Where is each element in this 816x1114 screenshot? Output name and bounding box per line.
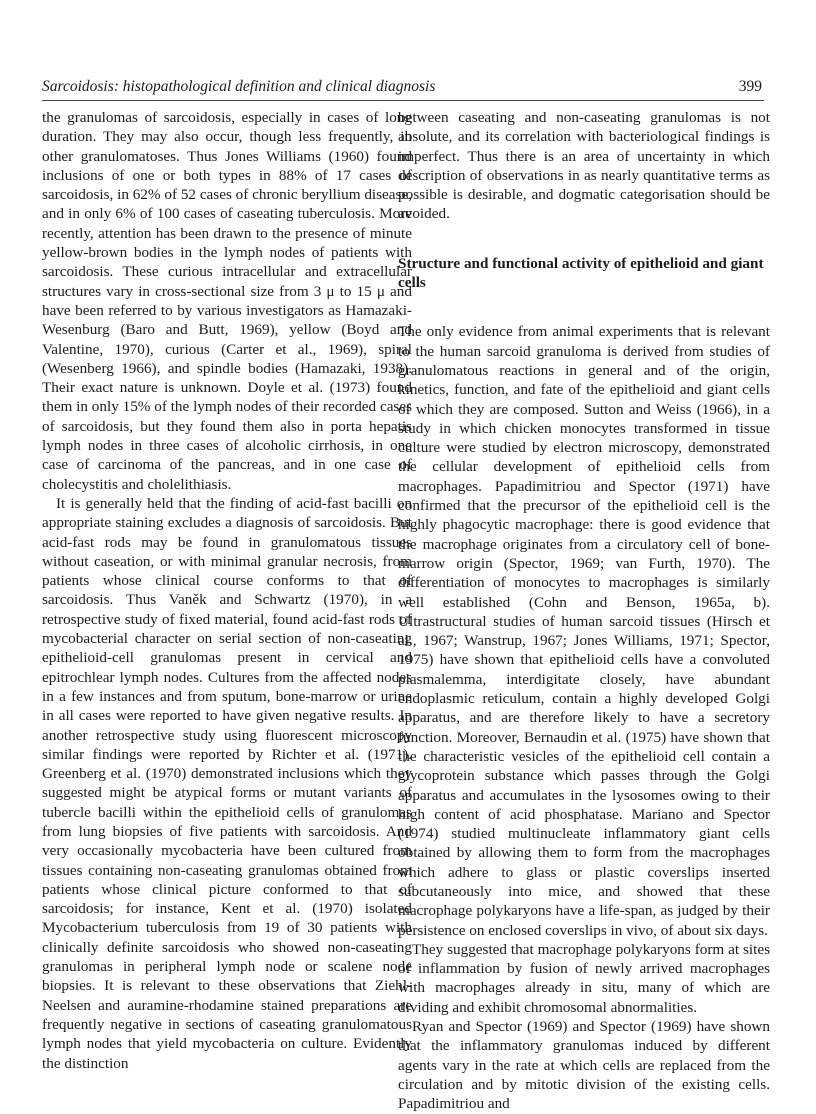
- running-title: Sarcoidosis: histopathological definition and clinical diagnosis: [42, 78, 436, 95]
- body-paragraph: between caseating and non-caseating granulomas is not absolute, and its correlation with bacteriological findings is imperfect. Thus there is an area of uncertainty in which description of observations in as nearly quantitative terms as possible is desirable, and dogmatic categorisation should be avoided.: [398, 109, 770, 223]
- body-paragraph: The only evidence from animal experiments that is relevant to the human sarcoid granuloma is derived from studies of granulomatous reactions in general and of the origin, kinetics, function, and fate of the epithelioid and giant cells of which they are composed. Sutton and Weiss (1966), in a study in which chicken monocytes transformed in tissue culture were studied by electron microscopy, demonstrated the cellular development of epithelioid cells from macrophages. Papadimitriou and Spector (1971) have confirmed that the precursor of the epithelioid cell is the highly phagocytic macrophage: there is good evidence that the macrophage originates from a circulatory cell of bone-marrow origin (Spector, 1969; van Furth, 1970). The differentiation of monocytes to macrophages is similarly well established (Cohn and Benson, 1965a, b). Ultrastructural studies of human sarcoid tissues (Hirsch et al., 1967; Wanstrup, 1967; Jones Williams, 1971; Spector, 1975) have shown that epithelioid cells have a convoluted plasmalemma, interdigitate closely, have abundant endoplasmic reticulum, contain a highly developed Golgi apparatus, and are therefore likely to have a secretory function. Moreover, Bernaudin et al. (1975) have shown that the characteristic vesicles of the epithelioid cell contain a glycoprotein substance which passes through the Golgi apparatus and accumulates in the lysosomes owing to their high content of acid phosphatase. Mariano and Spector (1974) studied multinucleate inflammatory giant cells obtained by allowing them to form from the macrophages which adhere to glass or plastic coverslips inserted subcutaneously into mice, and showed that these macrophage polykaryons have a life-span, as judged by their persistence on enclosed coverslips in vivo, of about six days.: [398, 323, 770, 939]
- body-paragraph: Ryan and Spector (1969) and Spector (1969) have shown that the inflammatory granulomas induced by different agents vary in the rate at which cells are replaced from the circulation and by mitotic division of the existing cells. Papadimitriou and: [398, 1018, 770, 1113]
- body-paragraph: the granulomas of sarcoidosis, especially in cases of long duration. They may also occur, though less frequently, in other granulomatoses. Thus Jones Williams (1960) found inclusions of one or both types in 88% of 17 cases of sarcoidosis, in 62% of 52 cases of chronic beryllium disease, and in only 6% of 100 cases of caseating tuberculosis. More recently, attention has been drawn to the presence of minute yellow-brown bodies in the lymph nodes of patients with sarcoidosis. These curious intracellular and extracellular structures vary in cross-sectional size from 3 μ to 15 μ and have been referred to by various investigators as Hamazaki-Wesenburg (Baro and Butt, 1969), yellow (Boyd and Valentine, 1970), curious (Carter et al., 1969), spiral (Wesenberg 1966), and spindle bodies (Hamazaki, 1938). Their exact nature is unknown. Doyle et al. (1973) found them in only 15% of the lymph nodes of their recorded cases of sarcoidosis, but they found them also in porta hepatis lymph nodes in three cases of alcoholic cirrhosis, in one case of carcinoma of the pancreas, and in one case of cholecystitis and cholelithiasis.: [42, 109, 412, 493]
- page-number: 399: [738, 78, 762, 95]
- section-heading: Structure and functional activity of epithelioid and giant cells: [398, 254, 764, 292]
- body-paragraph: It is generally held that the finding of acid-fast bacilli on appropriate staining excludes a diagnosis of sarcoidosis. But acid-fast rods may be found in granulomatous tissues without caseation, or with minimal granular necrosis, from patients whose clinical course conforms to that of sarcoidosis. Thus Vaněk and Schwartz (1970), in a retrospective study of fixed material, found acid-fast rods of mycobacterial character on serial section of non-caseating epithelioid-cell granulomas present in cervical and epitrochlear lymph nodes. Cultures from the affected nodes in a few instances and from sputum, bone-marrow or urine in all cases were reported to have given negative results. In another retrospective study using fluorescent microscopy similar findings were reported by Richter et al. (1971). Greenberg et al. (1970) demonstrated inclusions which they suggested might be atypical forms or mutant variants of tubercle bacilli within the epithelioid cells of granulomas from lung biopsies of five patients with sarcoidosis. And very occasionally mycobacteria have been cultured from tissues containing non-caseating granulomas obtained from patients whose clinical picture conformed to that of sarcoidosis; for instance, Kent et al. (1970) isolated Mycobacterium tuberculosis from 19 of 30 patients with clinically definite sarcoidosis who showed non-caseating granulomas in peripheral lymph node or scalene node biopsies. It is relevant to these observations that Ziehl-Neelsen and auramine-rhodamine stained preparations are frequently negative in sections of caseating granulomatous lymph nodes that yield mycobacteria on culture. Evidently the distinction: [42, 494, 412, 1072]
- left-column: [42, 108, 412, 1073]
- header-rule: [42, 100, 764, 101]
- body-paragraph: They suggested that macrophage polykaryons form at sites of inflammation by fusion of newly arrived macrophages with macrophages already in situ, many of which are dividing and exhibit chromosomal abnormalities.: [398, 940, 770, 1016]
- right-column: [398, 108, 770, 1114]
